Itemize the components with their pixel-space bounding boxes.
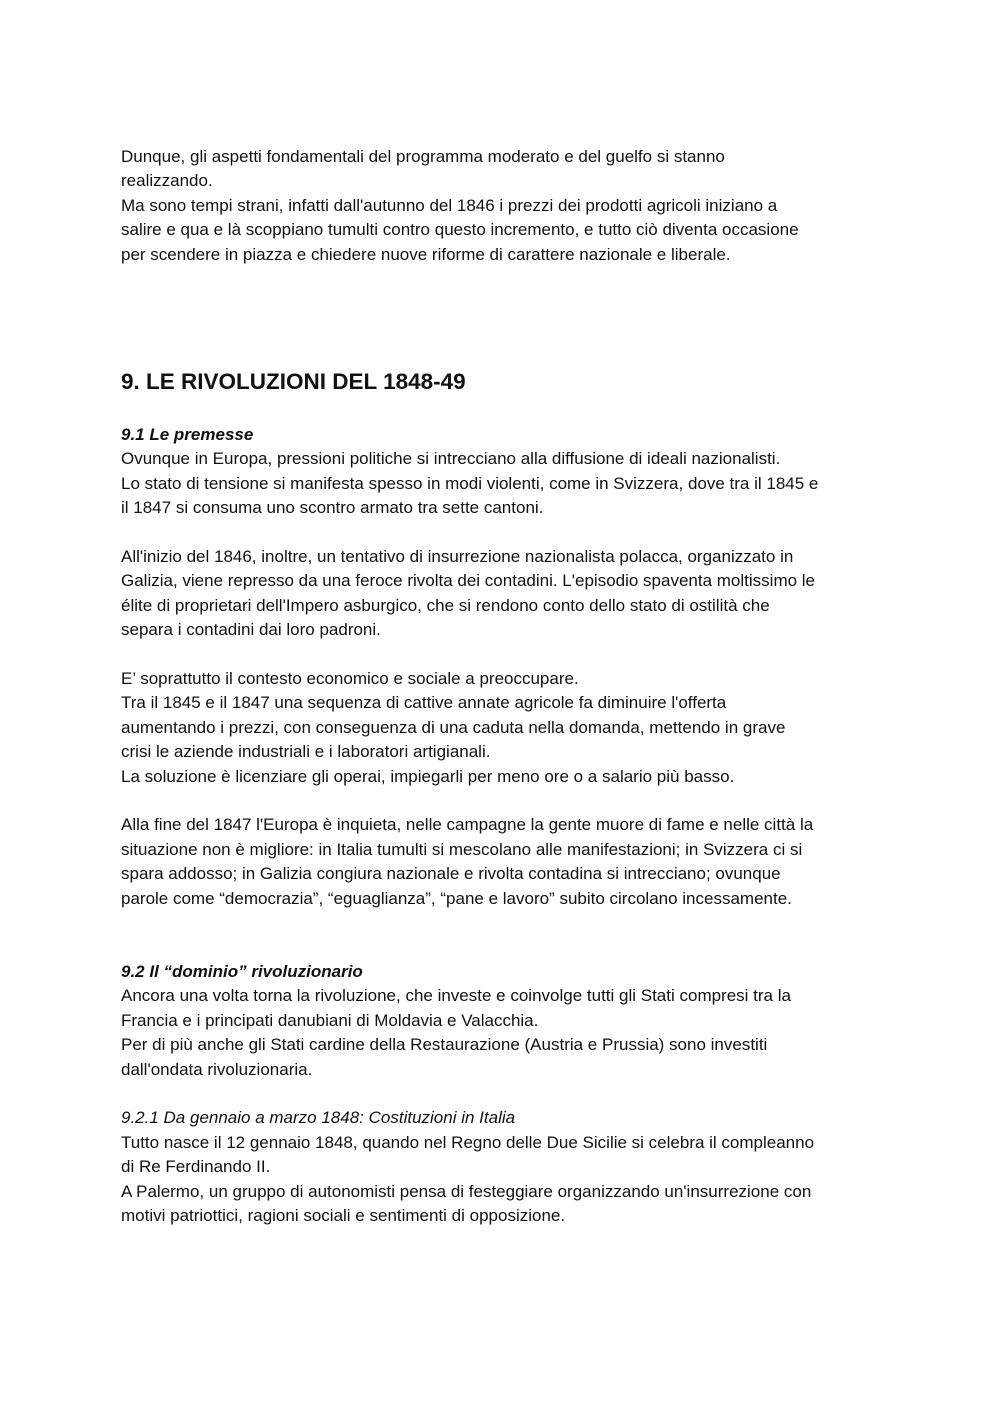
spacer <box>121 911 891 960</box>
section-heading: 9.2 Il “dominio” rivoluzionario <box>121 961 363 981</box>
paragraph <box>121 984 891 1082</box>
text-line: per scendere in piazza e chiedere nuove riforme di carattere nazionale e liberale. <box>121 244 731 264</box>
text-line: motivi patriottici, ragioni sociali e sentimenti di opposizione. <box>121 1205 566 1225</box>
text-line: A Palermo, un gruppo di autonomisti pensa di festeggiare organizzando un'insurrezione con <box>121 1181 812 1201</box>
text-line: aumentando i prezzi, con conseguenza di una caduta nella domanda, mettendo in grave <box>121 717 786 737</box>
section-heading: 9.1 Le premesse <box>121 425 254 445</box>
paragraph <box>121 1131 891 1229</box>
text-line: Galizia, viene represso da una feroce rivolta dei contadini. L'episodio spaventa moltissimo le <box>121 571 816 591</box>
spacer <box>121 1082 891 1106</box>
text-line: Tutto nasce il 12 gennaio 1848, quando nel Regno delle Due Sicilie si celebra il compleanno <box>121 1132 815 1152</box>
text-line: Dunque, gli aspetti fondamentali del programma moderato e del guelfo si stanno <box>121 147 725 166</box>
text-line: dall'ondata rivoluzionaria. <box>121 1059 313 1079</box>
text-line: La soluzione è licenziare gli operai, impiegarli per meno ore o a salario più basso. <box>121 766 735 786</box>
paragraph <box>121 447 891 520</box>
paragraph <box>121 667 891 789</box>
chapter-title: 9. LE RIVOLUZIONI DEL 1848-49 <box>121 369 466 395</box>
subsection-heading: 9.2.1 Da gennaio a marzo 1848: Costituzioni in Italia <box>121 1108 516 1128</box>
spacer <box>121 521 891 545</box>
text-line: Ancora una volta torna la rivoluzione, che investe e coinvolge tutti gli Stati compresi tra la <box>121 986 791 1006</box>
text-line: Per di più anche gli Stati cardine della Restaurazione (Austria e Prussia) sono investiti <box>121 1035 768 1055</box>
text-line: di Re Ferdinando II. <box>121 1157 271 1177</box>
spacer <box>121 789 891 813</box>
text-line: crisi le aziende industriali e i laboratori artigianali. <box>121 742 491 762</box>
text-line: élite di proprietari dell'Impero asburgico, che si rendono conto dello stato di ostilità che <box>121 595 770 615</box>
text-line: Francia e i principati danubiani di Moldavia e Valacchia. <box>121 1010 539 1030</box>
text-line: All'inizio del 1846, inoltre, un tentativo di insurrezione nazionalista polacca, organizzato in <box>121 547 794 567</box>
paragraph <box>121 545 891 643</box>
text-line: Ma sono tempi strani, infatti dall'autunno del 1846 i prezzi dei prodotti agricoli iniziano a <box>121 195 778 215</box>
text-line: Alla fine del 1847 l'Europa è inquieta, nelle campagne la gente muore di fame e nelle città la <box>121 815 814 835</box>
text-line: Tra il 1845 e il 1847 una sequenza di cattive annate agricole fa diminuire l'offerta <box>121 693 727 713</box>
spacer <box>121 643 891 667</box>
spacer <box>121 397 891 423</box>
text-line: Lo stato di tensione si manifesta spesso in modi violenti, come in Svizzera, dove tra il 1845 e <box>121 473 819 493</box>
text-line: Ovunque in Europa, pressioni politiche si intrecciano alla diffusione di ideali nazionalisti. <box>121 449 781 469</box>
text-line: separa i contadini dai loro padroni. <box>121 620 381 640</box>
intro-paragraph <box>121 145 891 267</box>
text-line: il 1847 si consuma uno scontro armato tra sette cantoni. <box>121 498 544 518</box>
text-line: spara addosso; in Galizia congiura nazionale e rivolta contadina si intrecciano; ovunque <box>121 864 781 884</box>
text-line: parole come “democrazia”, “eguaglianza”, “pane e lavoro” subito circolano incessamente. <box>121 888 792 908</box>
text-line: salire e qua e là scoppiano tumulti contro questo incremento, e tutto ciò diventa occasione <box>121 220 799 240</box>
page-content <box>121 145 891 1228</box>
text-line: realizzando. <box>121 171 213 191</box>
text-line: E’ soprattutto il contesto economico e sociale a preoccupare. <box>121 669 579 689</box>
paragraph <box>121 813 891 911</box>
text-line: situazione non è migliore: in Italia tumulti si mescolano alle manifestazioni; in Svizzera ci si <box>121 839 803 859</box>
